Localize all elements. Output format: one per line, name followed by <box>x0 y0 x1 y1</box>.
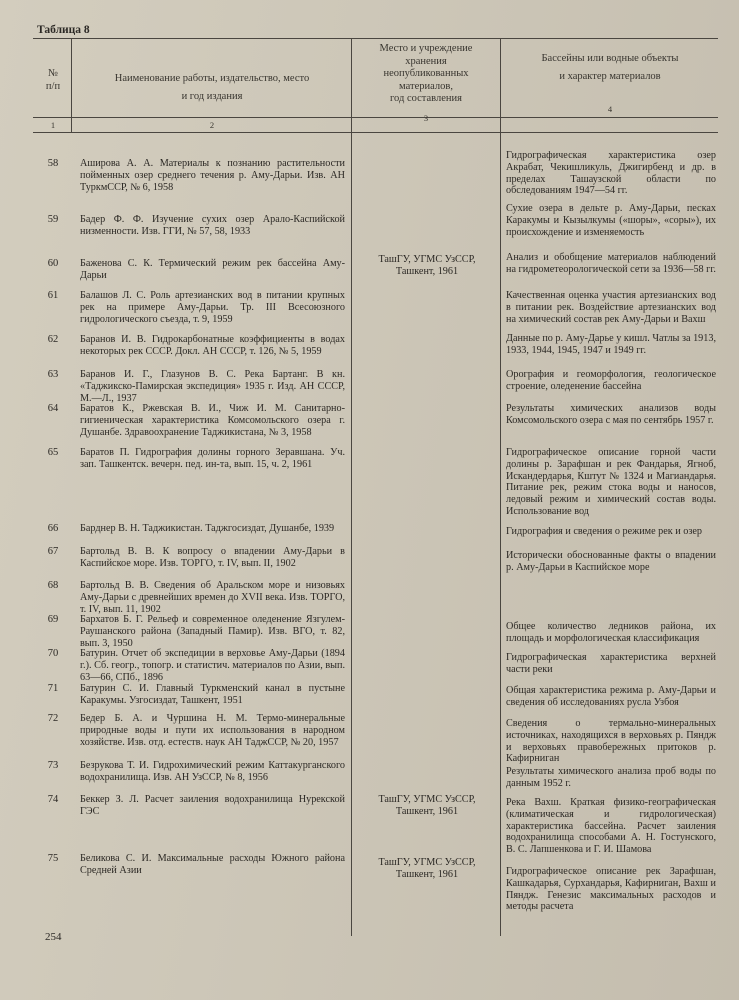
colnum-4: 4 <box>607 104 613 114</box>
row-number: 74 <box>47 794 59 805</box>
row-number: 62 <box>47 334 59 345</box>
work-title: Баранов И. В. Гидрокарбонатные коэффициенты в водах некоторых рек СССР. Докл. АН СССР, т. 126, № 5, 1959 <box>80 334 345 357</box>
header-col4: Бассейны или водные объекты и характер материалов <box>541 53 679 82</box>
colnum-rule <box>33 132 718 133</box>
materials-description: Результаты химических анализов воды Комсомольского озера с мая по сентябрь 1957 г. <box>506 403 716 426</box>
work-title: Беккер З. Л. Расчет заиления водохранилища Нурекской ГЭС <box>80 794 345 817</box>
work-title: Бархатов Б. Г. Рельеф и современное оледенение Язгулем-Раушанского района (Западный Памир). Изв. ВГО, т. 82, вып. 3, 1950 <box>80 614 345 649</box>
work-title: Батурин. Отчет об экспедиции в верховье Аму-Дарьи (1894 г.). Сб. геогр., топогр. и статистич. материалов по Азии, вып. 63—66, СПб., 1896 <box>80 648 345 683</box>
materials-description: Гидрографическая характеристика озер Акрабат, Чекишликуль, Джигирбенд и др. в пределах Ташаузской области по обследованиям 1947—54 гг. <box>506 150 716 197</box>
row-number: 70 <box>47 648 59 659</box>
work-title: Бедер Б. А. и Чуршина Н. М. Термо-минеральные природные воды и пути их использования в народном хозяйстве. Изв. отд. естеств. наук АН ТаджССР, № 20, 1957 <box>80 713 345 748</box>
row-number: 60 <box>47 258 59 269</box>
materials-description: Гидрография и сведения о режиме рек и озер <box>506 526 703 537</box>
row-number: 66 <box>47 523 59 534</box>
row-number: 63 <box>47 369 59 380</box>
row-number: 58 <box>47 158 59 169</box>
col3-divider <box>500 38 501 936</box>
materials-description: Гидрографическое описание горной части долины р. Зарафшан и рек Фандарья, Ягноб, Искандердарья, Кштут № 1324 и Магиандарья. Питание рек, режим стока воды и наносов, ледовый режим и химический состав воды. Использование вод <box>506 447 716 517</box>
work-title: Бадер Ф. Ф. Изучение сухих озер Арало-Каспийской низменности. Изв. ГГИ, № 57, 58, 1933 <box>80 214 345 237</box>
materials-description: Орография и геоморфология, геологическое строение, оледенение бассейна <box>506 369 716 392</box>
row-number: 69 <box>47 614 59 625</box>
storage-place: ТашГУ, УГМС УзССР, Ташкент, 1961 <box>378 794 476 817</box>
header-col2: Наименование работы, издательство, место и год издания <box>114 73 310 102</box>
colnum-3: 3 <box>423 113 429 123</box>
materials-description: Результаты химического анализа проб воды по данным 1952 г. <box>506 766 716 789</box>
row-number: 73 <box>47 760 59 771</box>
row-number: 67 <box>47 546 59 557</box>
materials-description: Гидрографическое описание рек Зарафшан, Кашкадарья, Сурхандарья, Кафирниган, Вахш и Пяндж. Генезис максимальных расходов и методы расчета <box>506 866 716 913</box>
work-title: Батурин С. И. Главный Туркменский канал в пустыне Каракумы. Узгосиздат, Ташкент, 1951 <box>80 683 345 706</box>
storage-place: ТашГУ, УГМС УзССР, Ташкент, 1961 <box>378 254 476 277</box>
work-title: Барднер В. Н. Таджикистан. Таджгосиздат, Душанбе, 1939 <box>80 523 335 534</box>
materials-description: Данные по р. Аму-Дарье у кишл. Чатлы за 1913, 1933, 1944, 1945, 1947 и 1949 гг. <box>506 333 716 356</box>
materials-description: Гидрографическая характеристика верхней части реки <box>506 652 716 675</box>
col1-divider <box>71 38 72 132</box>
work-title: Бартольд В. В. Сведения об Аральском море и низовьях Аму-Дарьи с древнейших времен до XVII века. Изв. ТОРГО, т. IV, вып. 11, 1902 <box>80 580 345 615</box>
work-title: Балашов Л. С. Роль артезианских вод в питании крупных рек на примере Аму-Дарьи. Тр. III Всесоюзного гидрологического съезда, т. 9, 1959 <box>80 290 345 325</box>
table-title: Таблица 8 <box>37 24 90 36</box>
row-number: 64 <box>47 403 59 414</box>
storage-place: ТашГУ, УГМС УзССР, Ташкент, 1961 <box>378 857 476 880</box>
page-number: 254 <box>45 931 62 943</box>
row-number: 72 <box>47 713 59 724</box>
row-number: 59 <box>47 214 59 225</box>
work-title: Баратов П. Гидрография долины горного Зеравшана. Уч. зап. Ташкентск. вечерн. пед. ин-та, вып. 15, ч. 2, 1961 <box>80 447 345 470</box>
work-title: Баженова С. К. Термический режим рек бассейна Аму-Дарьи <box>80 258 345 281</box>
row-number: 65 <box>47 447 59 458</box>
materials-description: Исторически обоснованные факты о впадении р. Аму-Дарьи в Каспийское море <box>506 550 716 573</box>
header-col1: № п/п <box>45 68 61 92</box>
work-title: Безрукова Т. И. Гидрохимический режим Каттакурганского водохранилища. Изв. АН УзССР, № 8, 1956 <box>80 760 345 783</box>
materials-description: Сведения о термально-минеральных источниках, находящихся в верховьях р. Пяндж и верховьях правобережных притоков р. Кафирниган <box>506 718 716 765</box>
colnum-2: 2 <box>209 120 215 130</box>
row-number: 61 <box>47 290 59 301</box>
row-number: 71 <box>47 683 59 694</box>
work-title: Бартольд В. В. К вопросу о впадении Аму-Дарьи в Каспийское море. Изв. ТОРГО, т. IV, вып. II, 1902 <box>80 546 345 569</box>
row-number: 68 <box>47 580 59 591</box>
colnum-1: 1 <box>50 120 56 130</box>
work-title: Баратов К., Ржевская В. И., Чиж И. М. Санитарно-гигиеническая характеристика Комсомольского озера г. Душанбе. Здравоохранение Таджикистана, № 3, 1958 <box>80 403 345 438</box>
table-top-rule <box>33 38 718 39</box>
materials-description: Общее количество ледников района, их площадь и морфологическая классификация <box>506 621 716 644</box>
work-title: Беликова С. И. Максимальные расходы Южного района Средней Азии <box>80 853 345 876</box>
materials-description: Общая характеристика режима р. Аму-Дарьи и сведения об исследованиях русла Узбоя <box>506 685 716 708</box>
work-title: Баранов И. Г., Глазунов В. С. Река Бартанг. В кн. «Таджикско-Памирская экспедиция» 1935 г. Изд. АН СССР, М.—Л., 1937 <box>80 369 345 404</box>
materials-description: Анализ и обобщение материалов наблюдений на гидрометеорологической сети за 1936—58 гг. <box>506 252 716 275</box>
row-number: 75 <box>47 853 59 864</box>
work-title: Аширова А. А. Материалы к познанию растительности пойменных озер среднего течения р. Аму-Дарьи. Изв. АН ТуркмССР, № 6, 1958 <box>80 158 345 193</box>
header-col3: Место и учреждение хранения неопубликованных материалов, год составления <box>379 43 473 105</box>
materials-description: Сухие озера в дельте р. Аму-Дарьи, песках Каракумы и Кызылкумы («шоры», «соры»), их происхождение и изменяемость <box>506 203 716 238</box>
materials-description: Качественная оценка участия артезианских вод в питании рек. Воздействие артезианских вод на химический состав рек Аму-Дарьи и Вахш <box>506 290 716 325</box>
col2-divider <box>351 38 352 936</box>
materials-description: Река Вахш. Краткая физико-географическая (климатическая и гидрологическая) характеристика бассейна. Расчет заиления водохранилища способами А. Н. Гостунского, В. С. Лапшенкова и Г. И. Шамова <box>506 797 716 856</box>
